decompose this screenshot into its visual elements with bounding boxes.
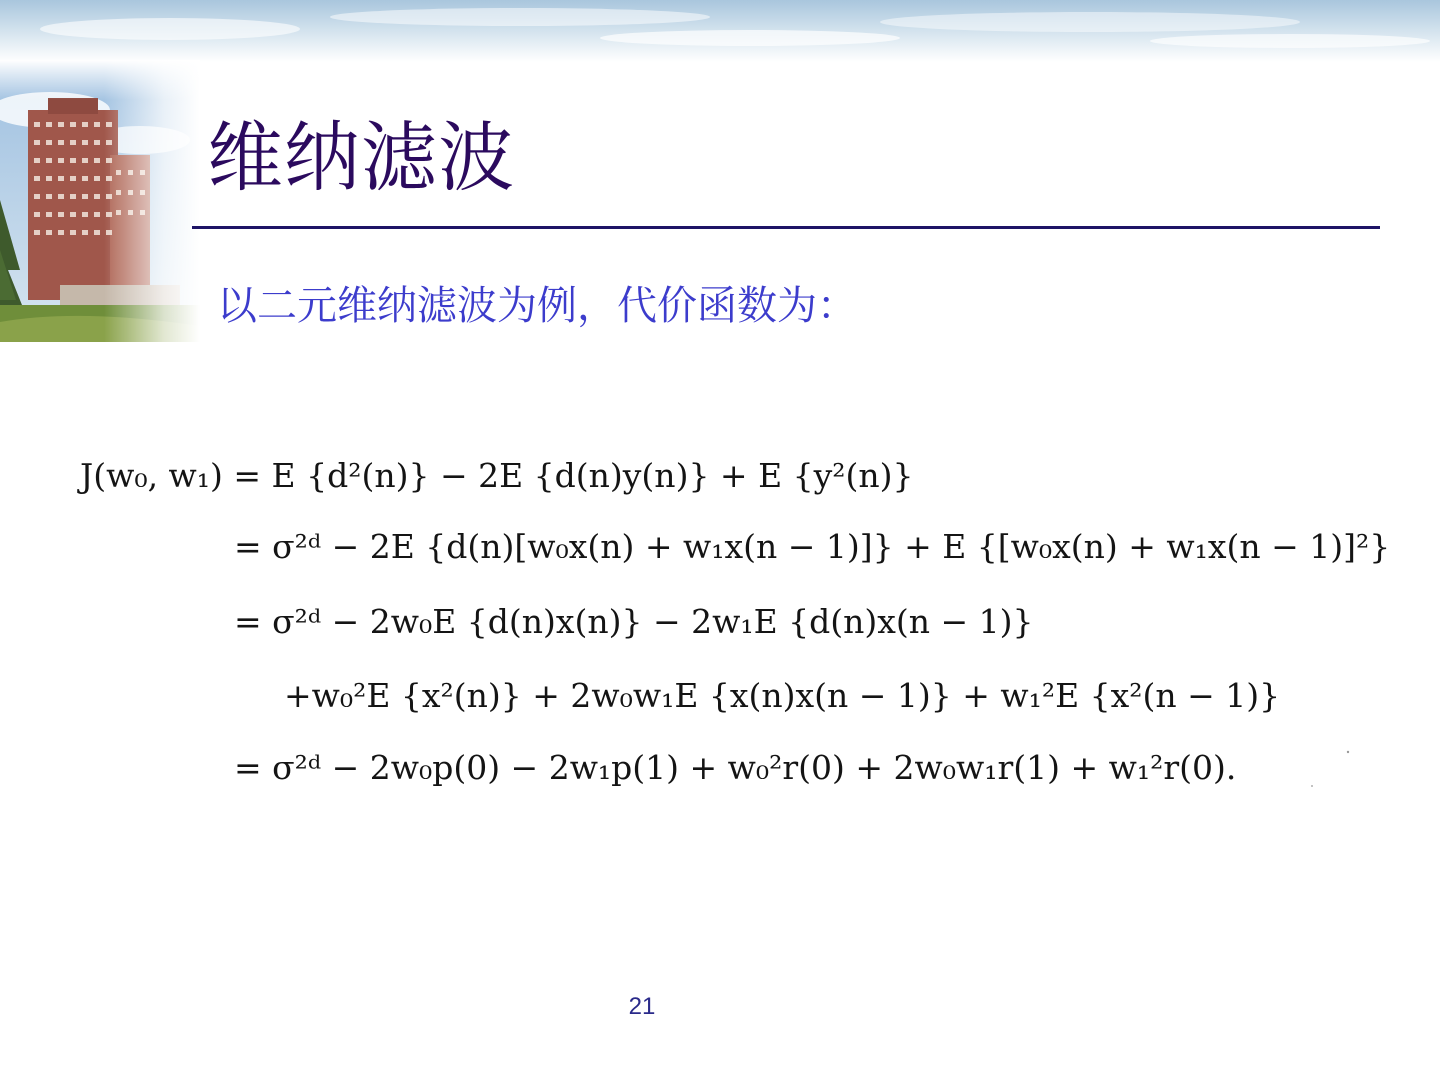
campus-photo bbox=[0, 60, 200, 342]
equation-line-4: +w₀²E {x²(n)} + 2w₀w₁E {x(n)x(n − 1)} + w₁²E {x²(n − 1)} bbox=[284, 676, 1281, 715]
title-divider bbox=[192, 226, 1380, 229]
equation-line-3: = σ²ᵈ − 2w₀E {d(n)x(n)} − 2w₁E {d(n)x(n − 1)} bbox=[234, 602, 1034, 641]
sky-banner-image bbox=[0, 0, 1440, 62]
equation-line-2: = σ²ᵈ − 2E {d(n)[w₀x(n) + w₁x(n − 1)]} + E {[w₀x(n) + w₁x(n − 1)]²} bbox=[234, 527, 1391, 566]
slide-subtitle: 以二元维纳滤波为例，代价函数为： bbox=[217, 283, 857, 329]
equation-line-5: = σ²ᵈ − 2w₀p(0) − 2w₁p(1) + w₀²r(0) + 2w₀w₁r(1) + w₁²r(0). bbox=[234, 748, 1237, 787]
equation-line-1: J(w₀, w₁) = E {d²(n)} − 2E {d(n)y(n)} + E {y²(n)} bbox=[80, 456, 914, 495]
page-number: 21 bbox=[628, 993, 656, 1020]
slide-title: 维纳滤波 bbox=[207, 113, 515, 202]
scan-specks bbox=[1300, 740, 1360, 800]
equation-block bbox=[80, 448, 1391, 798]
